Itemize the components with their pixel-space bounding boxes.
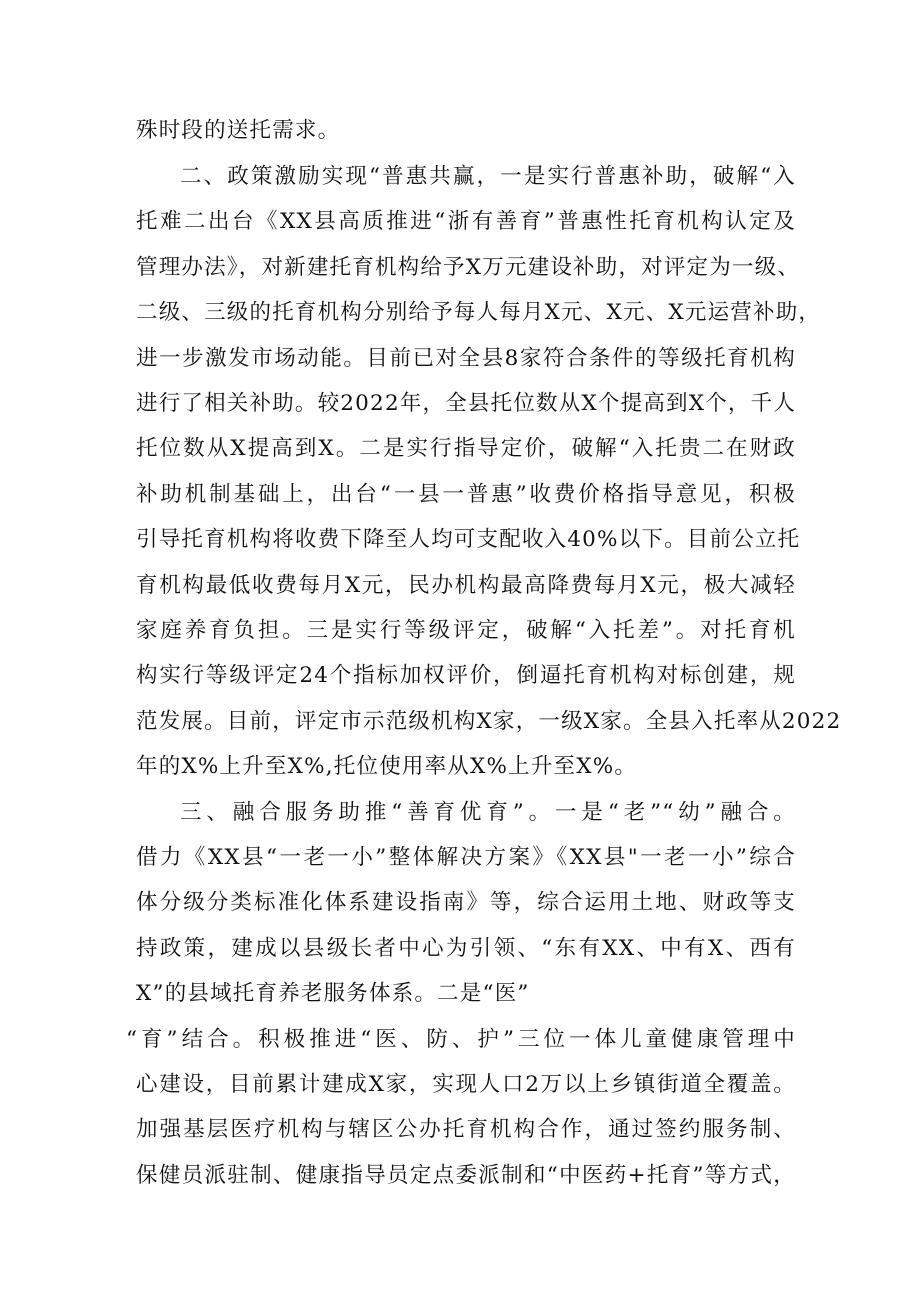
text-line: 加强基层医疗机构与辖区公办托育机构合作，通过签约服务制、 [136,1117,796,1142]
text-line: 心建设，目前累计建成X家，实现人口2万以上乡镇街道全覆盖。 [136,1072,796,1097]
text-line: 进行了相关补助。较2022年，全县托位数从X个提高到X个，千人 [136,391,797,416]
text-line: 借力《XX县“一老一小”整体解决方案》《XX县"一老一小”综合 [136,845,796,870]
paragraph-start-line: 三、融合服务助推“善育优育”。一是“老”“幼”融合。 [180,800,796,825]
text-line: 持政策，建成以县级长者中心为引领、“东有XX、中有X、西有 [136,936,796,961]
text-line: “育”结合。积极推进“医、防、护”三位一体儿童健康管理中 [126,1027,796,1052]
text-line: 体分级分类标准化体系建设指南》等，综合运用土地、财政等支 [136,890,796,915]
text-line: 二级、三级的托育机构分别给予每人每月X元、X元、X元运营补助， [136,300,822,325]
text-line: 家庭养育负担。三是实行等级评定，破解“入托差”。对托育机 [136,618,796,643]
text-line: 范发展。目前，评定市示范级机构X家，一级X家。全县入托率从2022 [136,709,842,734]
text-line: 进一步激发市场动能。目前已对全县8家符合条件的等级托育机构 [136,346,796,371]
text-line: X”的县域托育养老服务体系。二是“医” [136,981,530,1006]
text-line: 年的X%上升至X%,托位使用率从X%上升至X%。 [136,754,638,779]
text-line: 托位数从X提高到X。二是实行指导定价，破解“入托贵二在财政 [136,436,796,461]
text-line: 保健员派驻制、健康指导员定点委派制和“中医药+托育”等方式， [136,1163,796,1188]
paragraph-start-line: 二、政策激励实现“普惠共赢，一是实行普惠补助，破解“入 [180,164,796,189]
text-line: 育机构最低收费每月X元，民办机构最高降费每月X元，极大减轻 [136,573,796,598]
text-line: 构实行等级评定24个指标加权评价，倒逼托育机构对标创建，规 [136,663,796,688]
text-line: 引导托育机构将收费下降至人均可支配收入40%以下。目前公立托 [136,527,801,552]
text-line: 殊时段的送托需求。 [136,118,341,143]
text-line: 管理办法》，对新建托育机构给予X万元建设补助，对评定为一级、 [136,255,801,280]
text-line: 托难二出台《XX县高质推进“浙有善育”普惠性托育机构认定及 [136,209,796,234]
text-line: 补助机制基础上，出台“一县一普惠”收费价格指导意见，积极 [136,482,796,507]
